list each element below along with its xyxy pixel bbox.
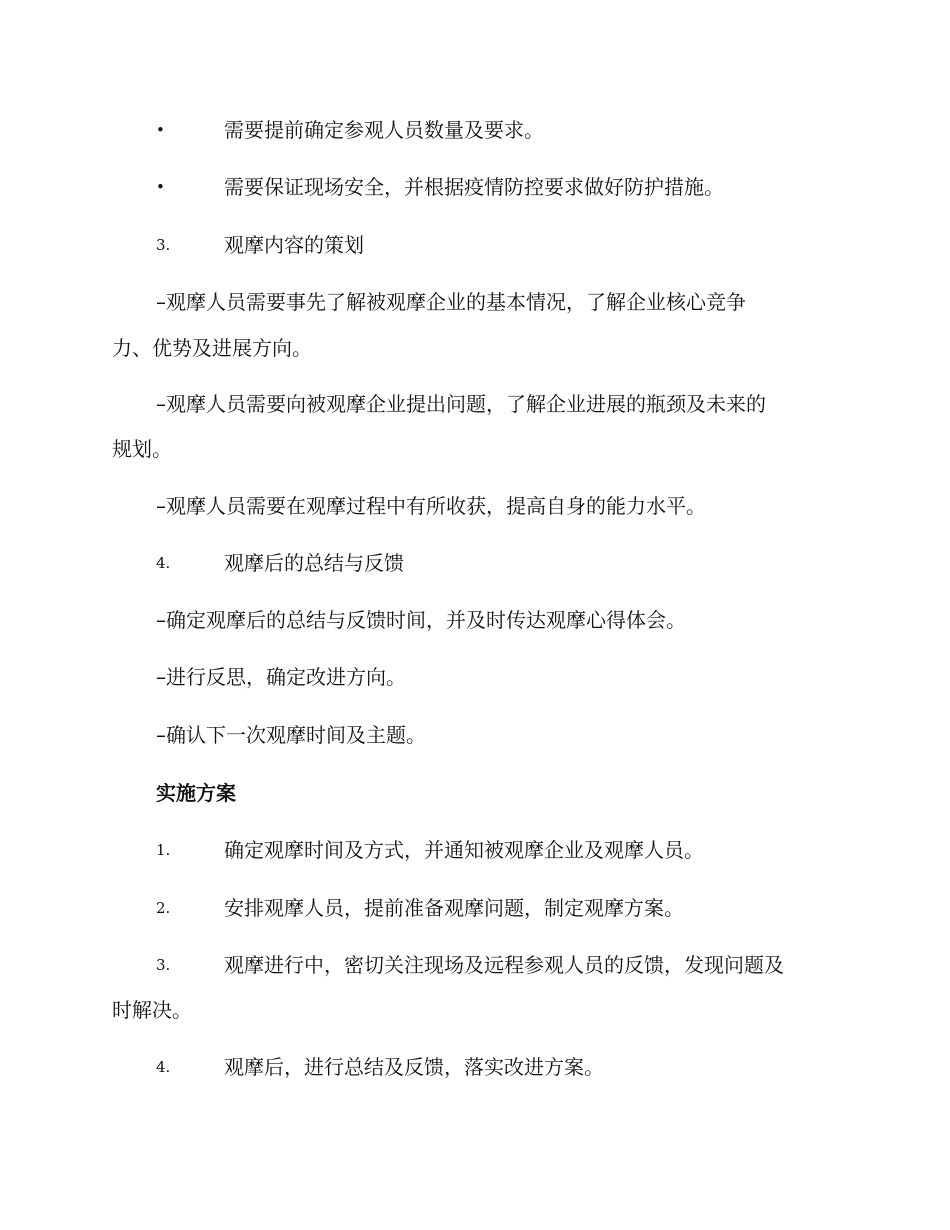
section-heading: 实施方案 xyxy=(156,781,236,805)
step-number: 4. xyxy=(156,1058,171,1076)
section-number: 4. xyxy=(156,554,171,572)
step-text-continued: 时解决。 xyxy=(112,998,192,1022)
step-number: 3. xyxy=(156,956,171,974)
step-text: 确定观摩时间及方式，并通知被观摩企业及观摩人员。 xyxy=(224,838,704,862)
paragraph-line: –观摩人员需要在观摩过程中有所收获，提高自身的能力水平。 xyxy=(156,494,706,518)
section-title: 观摩内容的策划 xyxy=(224,233,364,257)
step-text: 观摩后，进行总结及反馈，落实改进方案。 xyxy=(224,1055,604,1079)
paragraph-line: 力、优势及进展方向。 xyxy=(112,336,312,360)
step-number: 1. xyxy=(156,841,171,859)
section-title: 观摩后的总结与反馈 xyxy=(224,551,404,575)
step-text: 观摩进行中，密切关注现场及远程参观人员的反馈，发现问题及 xyxy=(224,953,784,977)
bullet-text: 需要保证现场安全，并根据疫情防控要求做好防护措施。 xyxy=(224,175,724,199)
section-number: 3. xyxy=(156,236,171,254)
bullet-marker: • xyxy=(156,121,165,139)
paragraph-line: –进行反思，确定改进方向。 xyxy=(156,665,406,689)
paragraph-line: –观摩人员需要事先了解被观摩企业的基本情况，了解企业核心竞争 xyxy=(156,290,746,314)
bullet-text: 需要提前确定参观人员数量及要求。 xyxy=(224,118,544,142)
step-text: 安排观摩人员，提前准备观摩问题，制定观摩方案。 xyxy=(224,896,684,920)
step-number: 2. xyxy=(156,899,171,917)
paragraph-line: –观摩人员需要向被观摩企业提出问题，了解企业进展的瓶颈及未来的 xyxy=(156,392,766,416)
paragraph-line: –确认下一次观摩时间及主题。 xyxy=(156,723,426,747)
paragraph-line: –确定观摩后的总结与反馈时间，并及时传达观摩心得体会。 xyxy=(156,608,686,632)
paragraph-line: 规划。 xyxy=(112,437,172,461)
bullet-marker: • xyxy=(156,178,165,196)
